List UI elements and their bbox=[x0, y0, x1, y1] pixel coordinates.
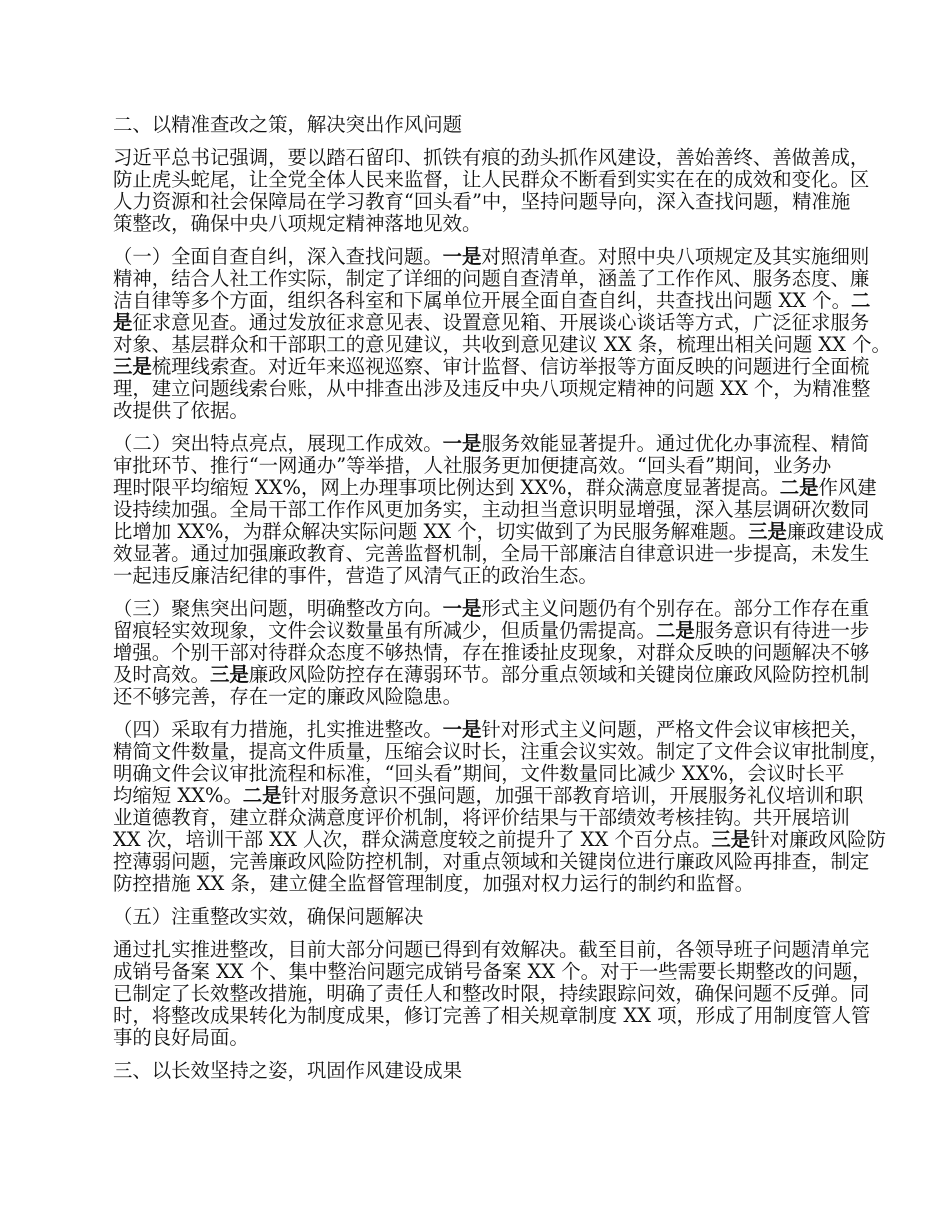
text-line: 理，建立问题线索台账，从中排查出涉及违反中央八项规定精神的问题 XX 个，为精准整 bbox=[113, 377, 871, 400]
paragraph bbox=[113, 245, 891, 422]
bold-keyword: 二是 bbox=[655, 619, 695, 642]
text-line: 三、以长效坚持之姿，巩固作风建设成果 bbox=[113, 1059, 463, 1082]
text-line: 策整改，确保中央八项规定精神落地见效。 bbox=[113, 212, 482, 235]
bold-keyword: 一是 bbox=[442, 597, 482, 620]
document-body bbox=[113, 113, 891, 1093]
text-run: （四）采取有力措施，扎实推进整改。 bbox=[113, 718, 443, 741]
text-line bbox=[113, 719, 873, 741]
text-run: 作风建 bbox=[818, 476, 877, 499]
paragraph bbox=[113, 147, 873, 235]
text-line: （五）注重整改实效，确保问题解决 bbox=[113, 905, 424, 928]
text-run: 服务意识有待进一步 bbox=[694, 619, 870, 642]
text-run: 服务效能显著提升。通过优化办事流程、精简 bbox=[481, 432, 870, 455]
text-line: 业道德教育，建立群众满意度评价机制，将评价结果与干部绩效考核挂钩。共开展培训 bbox=[113, 806, 850, 829]
text-line: 时，将整改成果转化为制度成果，修订完善了相关规章制度 XX 项，形成了用制度管人管 bbox=[113, 1004, 871, 1027]
text-line: 设持续加强。全局干部工作作风更加务实，主动担当意识明显增强，深入基层调研次数同 bbox=[113, 498, 870, 521]
text-run: 洁自律等多个方面，组织各科室和下属单位开展全面自查自纠，共查找出问题 XX 个。 bbox=[113, 289, 851, 312]
bold-keyword: 是 bbox=[113, 311, 133, 334]
bold-keyword: 三是 bbox=[113, 355, 152, 378]
text-line: 防止虎头蛇尾，让全党全体人民来监督，让人民群众不断看到实实在在的成效和变化。区 bbox=[113, 168, 870, 191]
text-line: 一起违反廉洁纪律的事件，营造了风清气正的政治生态。 bbox=[113, 564, 598, 587]
text-line: 人力资源和社会保障局在学习教育“回头看”中，坚持问题导向，深入查找问题，精准施 bbox=[113, 190, 851, 213]
text-line: 已制定了长效整改措施，明确了责任人和整改时限，持续跟踪问效，确保问题不反弹。同 bbox=[113, 982, 870, 1005]
text-line: 改提供了依据。 bbox=[113, 399, 249, 422]
text-run: 针对廉政风险防 bbox=[750, 828, 886, 851]
paragraph bbox=[113, 718, 889, 895]
bold-keyword: 二是 bbox=[779, 476, 819, 499]
text-line bbox=[113, 785, 873, 807]
text-run: （二）突出特点亮点，展现工作成效。 bbox=[113, 432, 443, 455]
text-run: 针对形式主义问题，严格文件会议审核把关， bbox=[481, 718, 870, 741]
paragraph bbox=[113, 432, 884, 587]
text-line bbox=[113, 598, 873, 620]
text-line bbox=[113, 620, 873, 642]
text-line: 审批环节、推行“一网通办”等举措，人社服务更加便捷高效。“回头看”期间，业务办 bbox=[113, 454, 832, 477]
text-line: 事的良好局面。 bbox=[113, 1026, 249, 1049]
text-run: （三）聚焦突出问题，明确整改方向。 bbox=[113, 597, 443, 620]
text-run: 针对服务意识不强问题，加强干部教育培训，开展服务礼仪培训和职 bbox=[281, 784, 864, 807]
text-run: 及时高效。 bbox=[113, 663, 210, 686]
bold-keyword: 一是 bbox=[442, 245, 482, 268]
text-line: 增强。个别干部对待群众态度不够热情，存在推诿扯皮现象，对群众反映的问题解决不够 bbox=[113, 641, 870, 664]
text-line: 明确文件会议审批流程和标准，“回头看”期间，文件数量同比减少 XX%，会议时长平 bbox=[113, 762, 845, 785]
text-line bbox=[113, 290, 873, 312]
text-line: 精神，结合人社工作实际，制定了详细的问题自查清单，涵盖了工作作风、服务态度、廉 bbox=[113, 267, 870, 290]
text-run: 留痕轻实效现象，文件会议数量虽有所减少，但质量仍需提高。 bbox=[113, 619, 656, 642]
text-line bbox=[113, 312, 873, 334]
text-run: 廉政风险防控存在薄弱环节。部分重点领域和关键岗位廉政风险防控机制 bbox=[248, 663, 870, 686]
text-line bbox=[113, 246, 873, 268]
text-run: 理时限平均缩短 XX%，网上办理事项比例达到 XX%，群众满意度显著提高。 bbox=[113, 476, 780, 499]
text-line: 效显著。通过加强廉政教育、完善监督机制，全局干部廉洁自律意识进一步提高，未发生 bbox=[113, 542, 870, 565]
text-line bbox=[113, 433, 873, 455]
paragraph bbox=[113, 939, 873, 1049]
text-run: （一）全面自查自纠，深入查找问题。 bbox=[113, 245, 443, 268]
section-heading bbox=[113, 114, 873, 136]
text-run: XX 次，培训干部 XX 人次，群众满意度较之前提升了 XX 个百分点。 bbox=[113, 828, 712, 851]
text-run: 比增加 XX%，为群众解决实际问题 XX 个，切实做到了为民服务解难题。 bbox=[113, 520, 749, 543]
text-line bbox=[113, 476, 877, 499]
text-line: 习近平总书记强调，要以踏石留印、抓铁有痕的劲头抓作风建设，善始善终、善做善成， bbox=[113, 146, 870, 169]
bold-keyword: 一是 bbox=[442, 432, 482, 455]
text-line: 控薄弱问题，完善廉政风险防控机制，对重点领域和关键岗位进行廉政风险再排查，制定 bbox=[113, 850, 870, 873]
text-line: 通过扎实推进整改，目前大部分问题已得到有效解决。截至目前，各领导班子问题清单完 bbox=[113, 938, 870, 961]
text-line: 成销号备案 XX 个、集中整治问题完成销号备案 XX 个。对于一些需要长期整改的问题， bbox=[113, 960, 872, 983]
text-line: 二、以精准查改之策，解决突出作风问题 bbox=[113, 113, 463, 136]
text-line: 对象、基层群众和干部职工的意见建议，共收到意见建议 XX 条，梳理出相关问题 XX 个。 bbox=[113, 333, 891, 356]
text-line bbox=[113, 356, 873, 378]
text-run: 均缩短 XX%。 bbox=[113, 784, 243, 807]
text-line: 精简文件数量，提高文件质量，压缩会议时长，注重会议实效。制定了文件会议审批制度， bbox=[113, 740, 889, 763]
section-heading bbox=[113, 1060, 873, 1082]
bold-keyword: 二是 bbox=[242, 784, 282, 807]
text-line bbox=[113, 828, 886, 851]
bold-keyword: 三是 bbox=[748, 520, 787, 543]
text-run: 廉政建设成 bbox=[786, 520, 884, 543]
text-run: 征求意见查。通过发放征求意见表、设置意见箱、开展谈心谈话等方式，广泛征求服务 bbox=[132, 311, 870, 334]
paragraph bbox=[113, 598, 873, 708]
subsection-heading bbox=[113, 906, 873, 928]
text-run: 梳理线索查。对近年来巡视巡察、审计监督、信访举报等方面反映的问题进行全面梳 bbox=[151, 355, 870, 378]
bold-keyword: 三是 bbox=[711, 828, 751, 851]
bold-keyword: 一是 bbox=[442, 718, 482, 741]
text-line: 还不够完善，存在一定的廉政风险隐患。 bbox=[113, 685, 463, 708]
text-run: 对照清单查。对照中央八项规定及其实施细则 bbox=[481, 245, 870, 268]
bold-keyword: 二 bbox=[851, 289, 871, 312]
text-line bbox=[113, 664, 873, 686]
text-line: 防控措施 XX 条，建立健全监督管理制度，加强对权力运行的制约和监督。 bbox=[113, 872, 755, 895]
text-run: 形式主义问题仍有个别存在。部分工作存在重 bbox=[481, 597, 870, 620]
bold-keyword: 三是 bbox=[209, 663, 249, 686]
text-line bbox=[113, 520, 884, 543]
